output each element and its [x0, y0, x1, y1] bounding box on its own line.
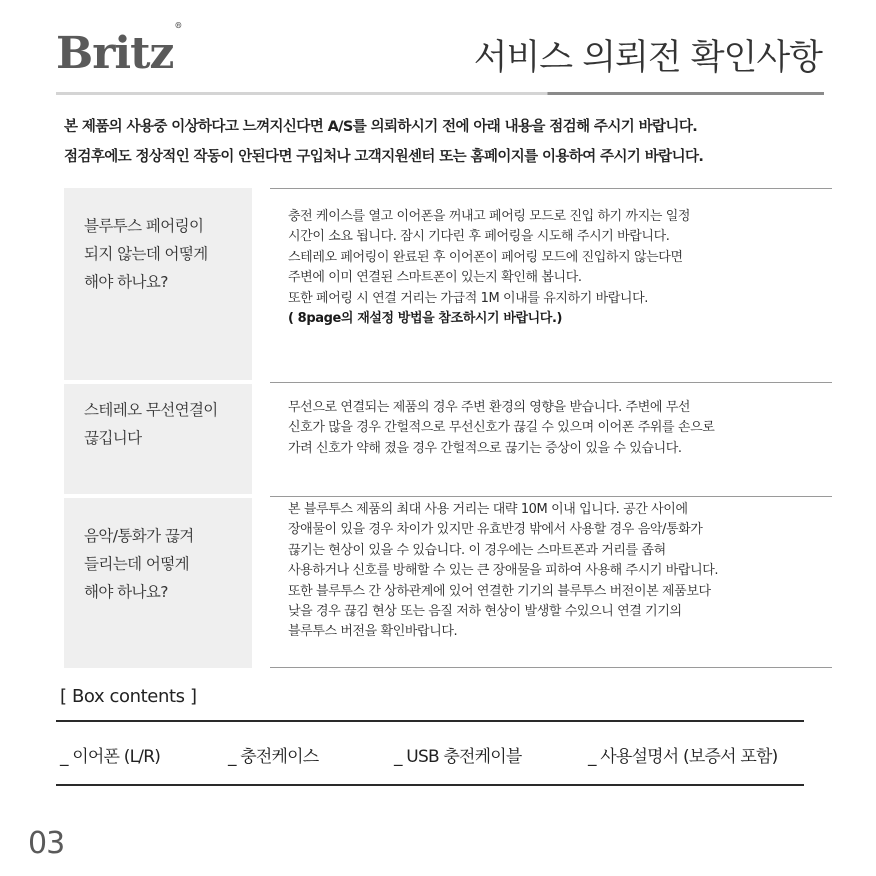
faq-question-line: 음악/통화가 끊겨: [84, 527, 194, 545]
faq-answer-pairing: [270, 188, 832, 380]
faq-question-line: 끊깁니다: [84, 429, 142, 447]
box-contents-heading: [ Box contents ]: [60, 686, 197, 707]
faq-answer-line: 또한 블루투스 간 상하관계에 있어 연결한 기기의 블루투스 버전이본 제품보다: [288, 583, 711, 599]
faq-question-line: 해야 하나요?: [84, 583, 168, 601]
faq-answer-line: 낮을 경우 끊김 현상 또는 음질 저하 현상이 발생할 수있으니 연결 기기의: [288, 604, 682, 620]
intro-line: 점검후에도 정상적인 작동이 안된다면 구입처나 고객지원센터 또는 홈페이지를 이용하여 주시기 바랍니다.: [64, 149, 704, 165]
logo-text: Britz: [56, 28, 174, 79]
faq-answer-line: 가려 신호가 약해 졌을 경우 간헐적으로 끊기는 증상이 있을 수 있습니다.: [288, 440, 682, 456]
page-title: 서비스 의뢰전 확인사항: [473, 38, 822, 78]
box-item-charging-case: _ 충전케이스: [228, 747, 319, 767]
faq-answer-line: 끊기는 현상이 있을 수 있습니다. 이 경우에는 스마트폰과 거리를 좁혀: [288, 542, 666, 558]
faq-answer-line: 무선으로 연결되는 제품의 경우 주변 환경의 영향을 받습니다. 주변에 무선: [288, 400, 691, 415]
faq-answer-line: 또한 페어링 시 연결 거리는 가급적 1M 이내를 유지하기 바랍니다.: [288, 290, 648, 306]
faq-answer-audio: [270, 496, 832, 666]
faq-question-audio: [64, 498, 252, 668]
logo-registered-mark: ®: [174, 20, 182, 31]
faq-answer-line: 스테레오 페어링이 완료된 후 이어폰이 페어링 모드에 진입하지 않는다면: [288, 249, 683, 265]
faq-answer-line: 신호가 많을 경우 간헐적으로 무선신호가 끊길 수 있으며 이어폰 주위를 손으로: [288, 420, 715, 436]
faq-answer-line: 본 블루투스 제품의 최대 사용 거리는 대략 10M 이내 입니다. 공간 사이에: [288, 502, 688, 517]
box-contents-top-rule: [56, 720, 804, 722]
faq-answer-line: 시간이 소요 됩니다. 잠시 기다린 후 페어링을 시도해 주시기 바랍니다.: [288, 229, 670, 245]
faq-answer-line: 블루투스 버전을 확인바랍니다.: [288, 624, 458, 640]
faq-question-line: 스테레오 무선연결이: [84, 401, 218, 419]
box-contents-bottom-rule: [56, 784, 804, 786]
faq-answer-line: 장애물이 있을 경우 차이가 있지만 유효반경 밖에서 사용할 경우 음악/통화가: [288, 522, 703, 538]
box-item-earphones: _ 이어폰 (L/R): [60, 747, 161, 767]
header-divider: [56, 92, 824, 95]
faq-question-line: 블루투스 페어링이: [84, 217, 204, 235]
faq-answer-stereo: [270, 382, 832, 494]
box-item-usb-cable: _ USB 충전케이블: [394, 747, 522, 767]
page-number: 03: [28, 826, 65, 861]
intro-line: 본 제품의 사용중 이상하다고 느껴지신다면 A/S를 의뢰하시기 전에 아래 내용을 점검해 주시기 바랍니다.: [64, 119, 698, 135]
faq-question-line: 들리는데 어떻게: [84, 555, 189, 573]
brand-logo: [56, 20, 182, 79]
faq-answer-line: 충전 케이스를 열고 이어폰을 꺼내고 페어링 모드로 진입 하기 까지는 일정: [288, 209, 691, 224]
faq-question-stereo: [64, 384, 252, 494]
faq-question-line: 해야 하나요?: [84, 273, 168, 291]
box-item-manual: _ 사용설명서 (보증서 포함): [588, 747, 778, 767]
intro-text: [64, 112, 844, 172]
faq-answer-line: 사용하거나 신호를 방해할 수 있는 큰 장애물을 피하여 사용해 주시기 바랍니다.: [288, 563, 719, 579]
faq-question-pairing: [64, 188, 252, 380]
faq-answer-note: ( 8page의 재설정 방법을 참조하시기 바랍니다.): [288, 311, 563, 327]
faq-answer-line: 주변에 이미 연결된 스마트폰이 있는지 확인해 봅니다.: [288, 270, 582, 286]
faq-bottom-divider: [270, 667, 832, 668]
faq-question-line: 되지 않는데 어떻게: [84, 245, 208, 263]
